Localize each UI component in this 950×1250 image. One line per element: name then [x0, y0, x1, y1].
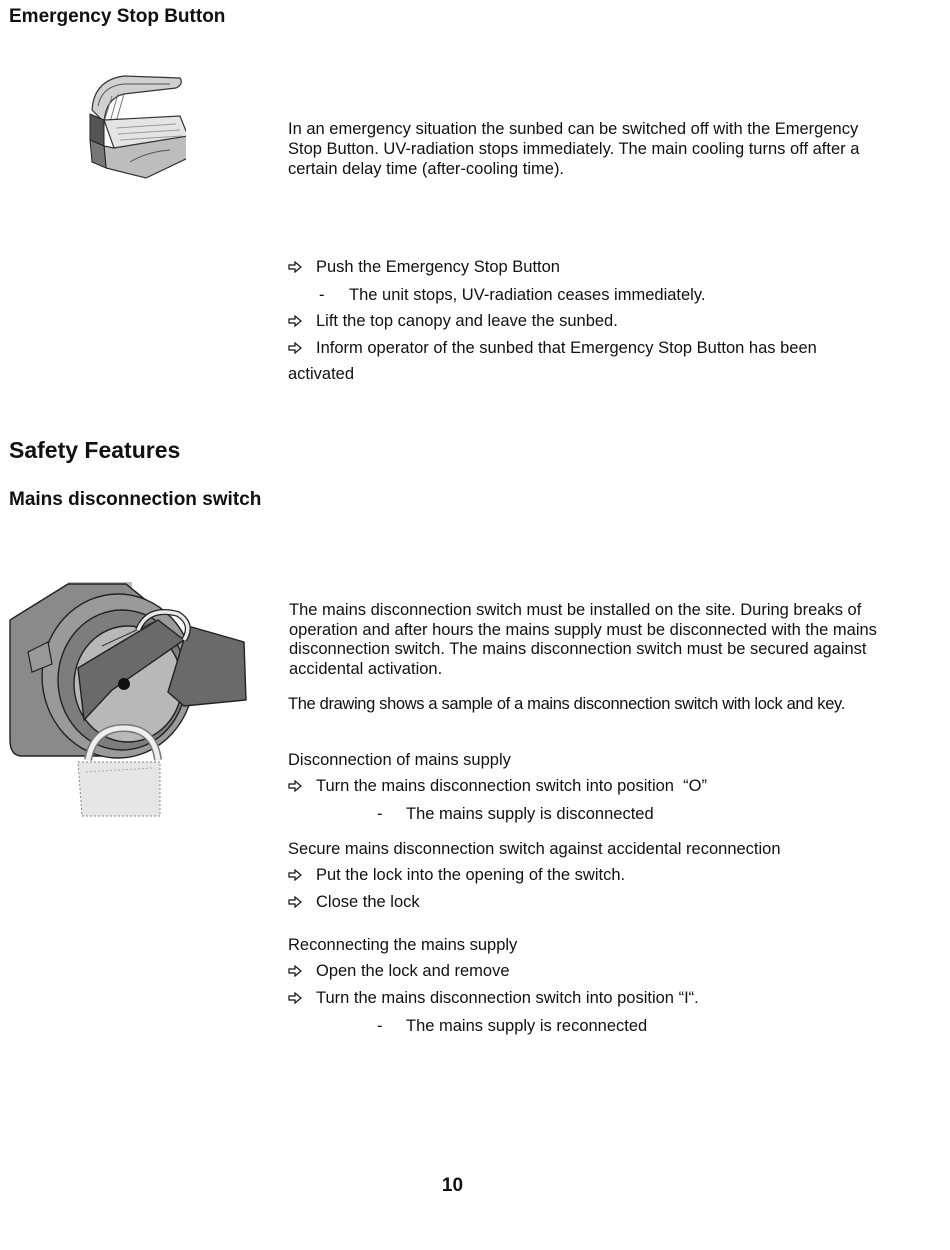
safety-intro: The mains disconnection switch must be installed on the site. During breaks of operation and after hours the mains supply must be disconnected with the mains disconnection switch. The mains disconnection switch must be secured against accidental activation.	[289, 601, 877, 678]
disconnect-result: - The mains supply is disconnected	[377, 805, 654, 823]
emergency-step-1	[288, 257, 560, 277]
result-text: The mains supply is disconnected	[406, 805, 654, 823]
secure-title: Secure mains disconnection switch against accidental reconnection	[288, 840, 781, 858]
right-arrow-icon	[288, 892, 316, 912]
step-text: Turn the mains disconnection switch into position “O”	[316, 777, 707, 795]
step-text: Close the lock	[316, 893, 420, 911]
step-text: Lift the top canopy and leave the sunbed.	[316, 312, 618, 330]
right-arrow-icon	[288, 776, 316, 796]
emergency-intro: In an emergency situation the sunbed can be switched off with the Emergency Stop Button. UV-radiation stops immediately. The main cooling turns off after a certain delay time (after-cooling time).	[288, 120, 860, 178]
step-text: Put the lock into the opening of the switch.	[316, 866, 626, 884]
right-arrow-icon	[288, 961, 316, 981]
mains-switch-subheading: Mains disconnection switch	[9, 489, 262, 510]
right-arrow-icon	[288, 865, 316, 885]
step-text: Inform operator of the sunbed that Emergency Stop Button has been	[316, 339, 817, 357]
reconnect-title: Reconnecting the mains supply	[288, 936, 518, 954]
result-text: The unit stops, UV-radiation ceases immediately.	[349, 286, 706, 304]
sunbed-illustration	[84, 72, 186, 184]
reconnect-result: - The mains supply is reconnected	[377, 1017, 648, 1035]
step-text: Open the lock and remove	[316, 962, 510, 980]
emergency-step-2	[288, 311, 618, 331]
page-number: 10	[441, 1175, 464, 1196]
right-arrow-icon	[288, 338, 316, 358]
step-text: Push the Emergency Stop Button	[316, 258, 560, 276]
emergency-step-3-continuation: activated	[288, 365, 355, 383]
emergency-step-1-result: - The unit stops, UV-radiation ceases immediately.	[319, 286, 706, 304]
step-text: Turn the mains disconnection switch into position “I“.	[316, 989, 699, 1007]
right-arrow-icon	[288, 988, 316, 1008]
emergency-step-3	[288, 338, 817, 358]
right-arrow-icon	[288, 311, 316, 331]
reconnect-step-2	[288, 988, 699, 1008]
secure-step-2	[288, 892, 420, 912]
secure-step-1	[288, 865, 625, 885]
right-arrow-icon	[288, 257, 316, 277]
mains-switch-padlock-illustration	[8, 580, 248, 818]
drawing-note: The drawing shows a sample of a mains disconnection switch with lock and key.	[288, 695, 845, 713]
reconnect-step-1	[288, 961, 510, 981]
disconnect-step	[288, 776, 707, 796]
disconnect-title: Disconnection of mains supply	[288, 751, 511, 769]
result-text: The mains supply is reconnected	[406, 1017, 648, 1035]
emergency-heading: Emergency Stop Button	[9, 6, 226, 27]
safety-heading: Safety Features	[9, 437, 181, 463]
